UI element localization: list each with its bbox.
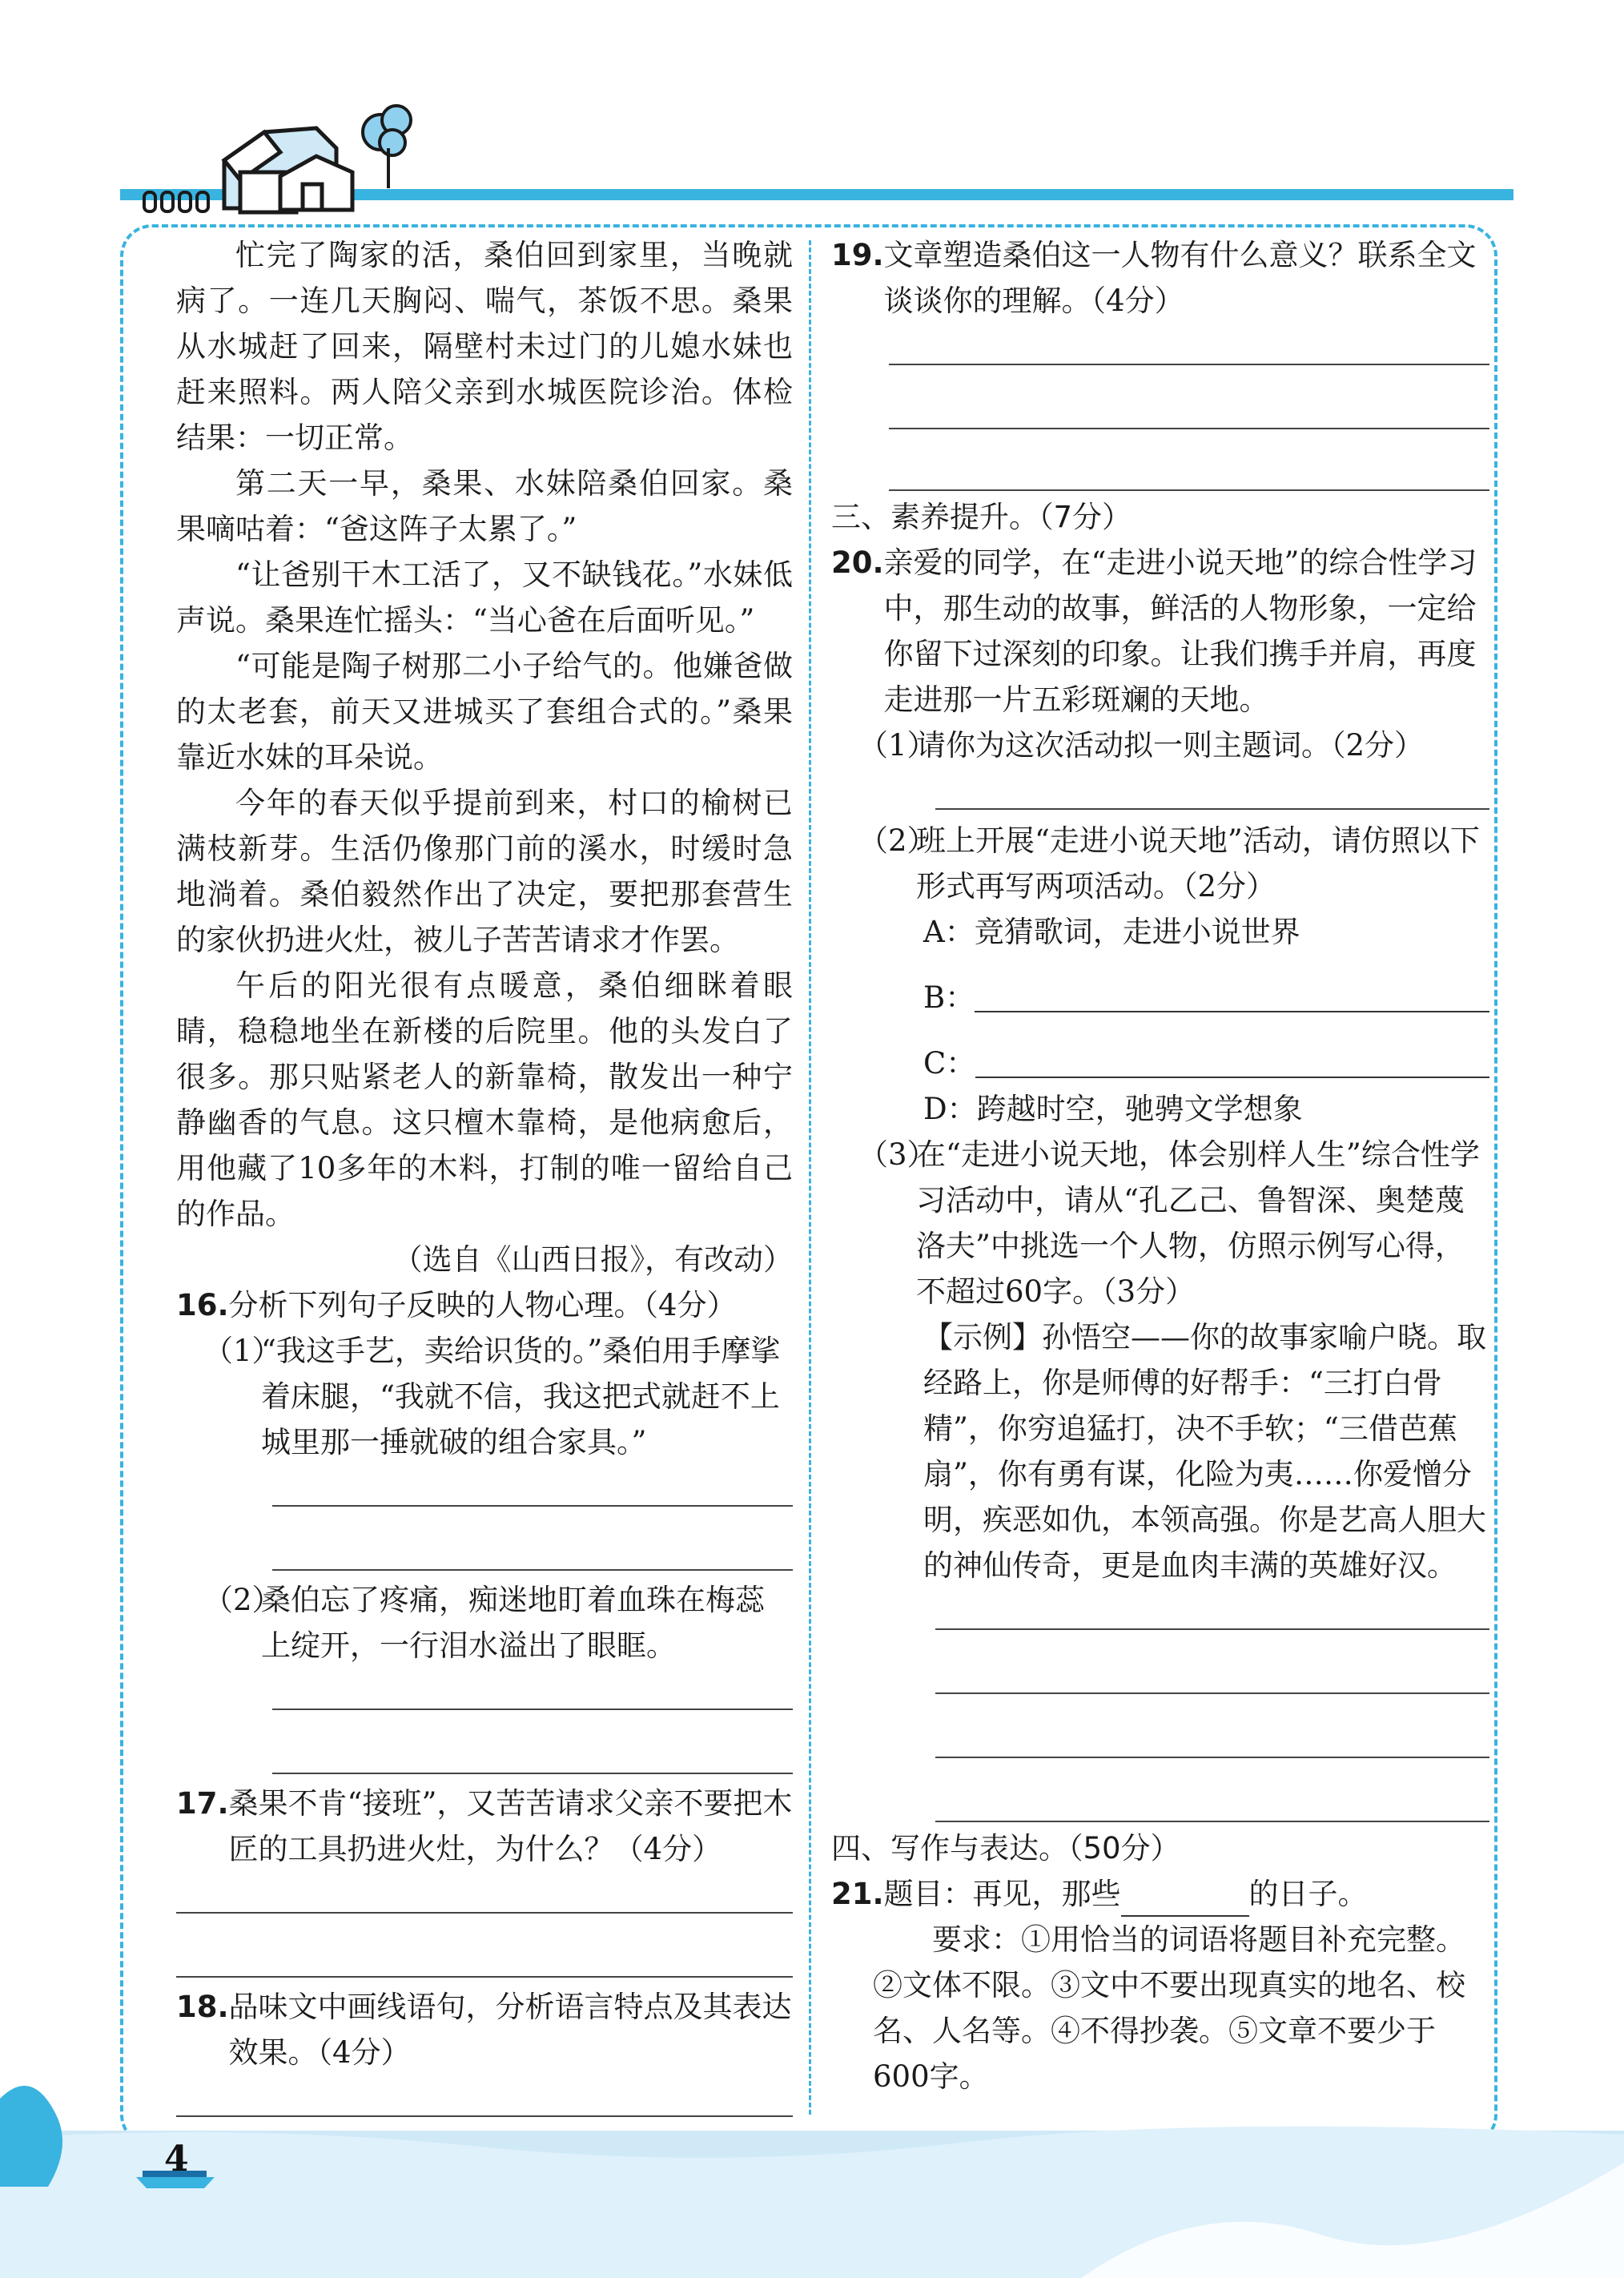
option-blank[interactable]	[975, 1043, 1489, 1078]
answer-line[interactable]	[889, 364, 1489, 365]
option-label: C：	[923, 1046, 976, 1081]
story-paragraph: 今年的春天似乎提前到来，村口的榆树已满枝新芽。生活仍像那门前的溪水，时缓时急地淌着。桑伯毅然作出了决定，要把那套营生的家伙扔进火灶，被儿子苦苦请求才作罢。	[176, 786, 793, 957]
sub-question-number: （3）	[858, 1137, 937, 1172]
question-20-2	[831, 818, 1489, 909]
question-20	[831, 540, 1489, 722]
page-number: 4	[164, 2139, 189, 2179]
answer-line[interactable]	[272, 1708, 793, 1710]
question-19	[831, 232, 1489, 324]
answer-line[interactable]	[272, 1569, 793, 1571]
question-17	[176, 1781, 793, 1872]
answer-line[interactable]	[272, 1773, 793, 1774]
title-blank[interactable]	[1121, 1886, 1249, 1917]
answer-line[interactable]	[935, 1757, 1489, 1758]
activity-option-c	[831, 1040, 1489, 1086]
writing-requirements: 要求：①用恰当的词语将题目补充完整。②文体不限。③文中不要出现真实的地名、校名、人名等。④不得抄袭。⑤文章不要少于600字。	[873, 1922, 1465, 2094]
question-16	[176, 1282, 793, 1328]
header-decoration	[0, 0, 1624, 232]
question-number: 20.	[831, 545, 884, 580]
question-number: 18.	[176, 1990, 229, 2024]
answer-line[interactable]	[935, 808, 1489, 810]
answer-line[interactable]	[889, 428, 1489, 429]
right-column	[831, 232, 1489, 2099]
question-text: 文章塑造桑伯这一人物有什么意义？联系全文谈谈你的理解。（4分）	[883, 238, 1477, 318]
answer-line[interactable]	[935, 1628, 1489, 1630]
question-text: 亲爱的同学，在“走进小说天地”的综合性学习中，那生动的故事，鲜活的人物形象，一定给你留下过深刻的印象。让我们携手并肩，再度走进那一片五彩斑斓的天地。	[883, 545, 1477, 717]
tree-icon	[363, 106, 411, 188]
sub-question-text: 班上开展“走进小说天地”活动，请仿照以下形式再写两项活动。（2分）	[916, 823, 1480, 904]
sub-question-text: 请你为这次活动拟一则主题词。（2分）	[916, 728, 1425, 763]
answer-line[interactable]	[935, 1692, 1489, 1694]
question-number: 21.	[831, 1877, 884, 1911]
sub-question-number: （1）	[858, 728, 937, 763]
answer-line[interactable]	[176, 1976, 793, 1978]
title-suffix: 的日子。	[1248, 1877, 1368, 1911]
sub-question-number: （2）	[858, 823, 937, 858]
left-column	[176, 232, 793, 2181]
answer-line[interactable]	[889, 489, 1489, 491]
activity-option-d: D：跨越时空，驰骋文学想象	[923, 1092, 1303, 1126]
activity-option-a: A：竞猜歌词，走进小说世界	[923, 915, 1300, 949]
sub-question-text: 在“走进小说天地，体会别样人生”综合性学习活动中，请从“孔乙己、鲁智深、奥楚蔑洛夫”中挑选一个人物，仿照示例写心得，不超过60字。（3分）	[916, 1137, 1480, 1309]
question-text: 品味文中画线语句，分析语言特点及其表达效果。（4分）	[228, 1990, 792, 2070]
example-text: 【示例】孙悟空——你的故事家喻户晓。取经路上，你是师傅的好帮手：“三打白骨精”，你穷追猛打，决不手软；“三借芭蕉扇”，你有勇有谋，化险为夷……你爱憎分明，疾恶如仇，本领高强。你是艺高人胆大的神仙传奇，更是血肉丰满的英雄好汉。	[923, 1320, 1486, 1583]
footer-decoration	[0, 2051, 1624, 2278]
question-text: 桑果不肯“接班”，又苦苦请求父亲不要把木匠的工具扔进火灶，为什么？（4分）	[228, 1786, 793, 1866]
answer-line[interactable]	[272, 1505, 793, 1507]
title-prefix: 题目：再见，那些	[883, 1877, 1121, 1911]
question-20-1	[831, 722, 1489, 768]
story-source: （选自《山西日报》，有改动）	[392, 1242, 793, 1277]
answer-line[interactable]	[176, 1912, 793, 1914]
question-20-3	[831, 1132, 1489, 1314]
question-16-1	[176, 1328, 793, 1465]
option-blank[interactable]	[975, 977, 1489, 1012]
column-divider	[809, 240, 811, 2115]
question-16-2	[176, 1577, 793, 1668]
question-number: 17.	[176, 1786, 229, 1821]
answer-line[interactable]	[935, 1821, 1489, 1822]
question-text: 分析下列句子反映的人物心理。（4分）	[228, 1288, 737, 1322]
sub-question-text: “我这手艺，卖给识货的。”桑伯用手摩挲着床腿，“我就不信，我这把式就赶不上城里那一捶就破的组合家具。”	[261, 1334, 781, 1459]
story-paragraph: 午后的阳光很有点暖意，桑伯细眯着眼睛，稳稳地坐在新楼的后院里。他的头发白了很多。那只贴紧老人的新靠椅，散发出一种宁静幽香的气息。这只檀木靠椅，是他病愈后，用他藏了10多年的木料，打制的唯一留给自己的作品。	[176, 968, 793, 1231]
section-heading: 四、写作与表达。（50分）	[831, 1831, 1180, 1865]
question-21	[831, 1871, 1489, 1917]
story-paragraph: 第二天一早，桑果、水妹陪桑伯回家。桑果嘀咕着：“爸这阵子太累了。”	[176, 466, 793, 546]
story-paragraph: “让爸别干木工活了，又不缺钱花。”水妹低声说。桑果连忙摇头：“当心爸在后面听见。”	[176, 557, 793, 638]
sub-question-text: 桑伯忘了疼痛，痴迷地盯着血珠在梅蕊上绽开，一行泪水溢出了眼眶。	[261, 1583, 765, 1663]
section-heading: 三、素养提升。（7分）	[831, 500, 1132, 534]
sub-question-number: （1）	[203, 1334, 282, 1368]
question-number: 16.	[176, 1288, 229, 1322]
house-icon	[224, 128, 352, 212]
story-paragraph: 忙完了陶家的活，桑伯回到家里，当晚就病了。一连几天胸闷、喘气，茶饭不思。桑果从水城赶了回来，隔壁村未过门的儿媳水妹也赶来照料。两人陪父亲到水城医院诊治。体检结果：一切正常。	[176, 238, 793, 455]
activity-option-b	[831, 975, 1489, 1020]
sub-question-number: （2）	[203, 1583, 282, 1617]
question-number: 19.	[831, 238, 884, 272]
question-text	[884, 1871, 1489, 1917]
story-paragraph: “可能是陶子树那二小子给气的。他嫌爸做的太老套，前天又进城买了套组合式的。”桑果靠近水妹的耳朵说。	[176, 649, 793, 775]
option-label: B：	[923, 980, 975, 1015]
